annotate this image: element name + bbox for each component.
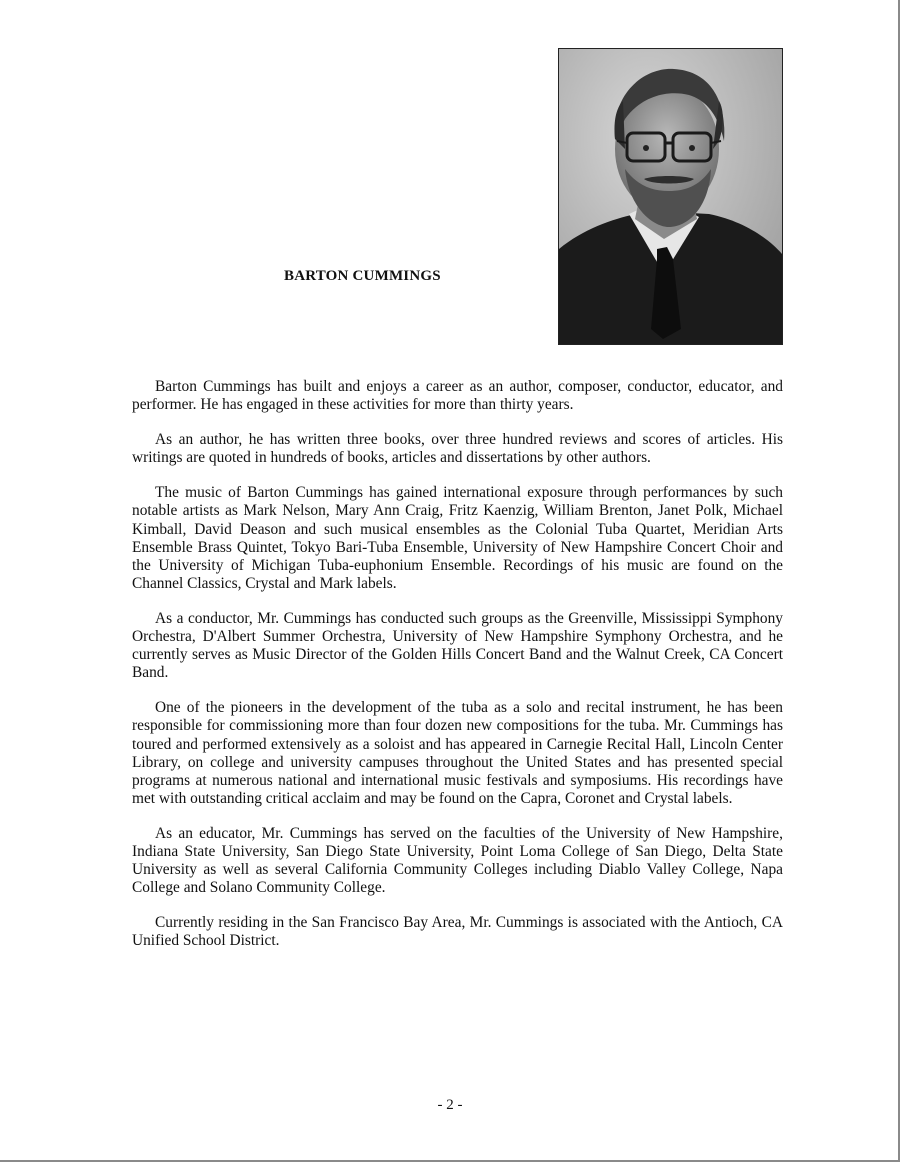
page-title: BARTON CUMMINGS (284, 268, 441, 284)
paragraph: Currently residing in the San Francisco Bay Area, Mr. Cummings is associated with the Antioch, CA Unified School District. (132, 914, 783, 950)
paragraph: As a conductor, Mr. Cummings has conducted such groups as the Greenville, Mississippi Symphony Orchestra, D'Albert Summer Orchestra, University of New Hampshire Symphony Orchestra, and he currently serves as Music Director of the Golden Hills Concert Band and the Walnut Creek, CA Concert Band. (132, 609, 783, 682)
page-number: - 2 - (437, 1097, 463, 1113)
paragraph: One of the pioneers in the development of the tuba as a solo and recital instrument, he has been responsible for commissioning more than four dozen new compositions for the tuba. Mr. Cummings has toured and performed extensively as a soloist and has appeared in Carnegie Recital Hall, Lincoln Center Library, on college and university campuses throughout the United States and has presented special programs at numerous national and international music festivals and symposiums. His recordings have met with outstanding critical acclaim and may be found on the Capra, Coronet and Crystal labels. (132, 699, 783, 807)
paragraph: As an author, he has written three books, over three hundred reviews and scores of articles. His writings are quoted in hundreds of books, articles and dissertations by other authors. (132, 431, 783, 467)
biography-text (132, 378, 783, 967)
portrait-photo (558, 48, 783, 345)
paragraph: As an educator, Mr. Cummings has served on the faculties of the University of New Hampshire, Indiana State University, San Diego State University, Point Loma College of San Diego, Delta State University as well as several California Community Colleges including Diablo Valley College, Napa College and Solano Community College. (132, 824, 783, 897)
portrait-illustration (559, 49, 782, 344)
paragraph: Barton Cummings has built and enjoys a career as an author, composer, conductor, educator, and performer. He has engaged in these activities for more than thirty years. (132, 378, 783, 414)
paragraph: The music of Barton Cummings has gained international exposure through performances by such notable artists as Mark Nelson, Mary Ann Craig, Fritz Kaenzig, William Brenton, Janet Polk, Michael Kimball, David Deason and such musical ensembles as the Colonial Tuba Quartet, Meridian Arts Ensemble Brass Quintet, Tokyo Bari-Tuba Ensemble, University of New Hampshire Concert Choir and the University of Michigan Tuba-euphonium Ensemble. Recordings of his music are found on the Channel Classics, Crystal and Mark labels. (132, 484, 783, 592)
